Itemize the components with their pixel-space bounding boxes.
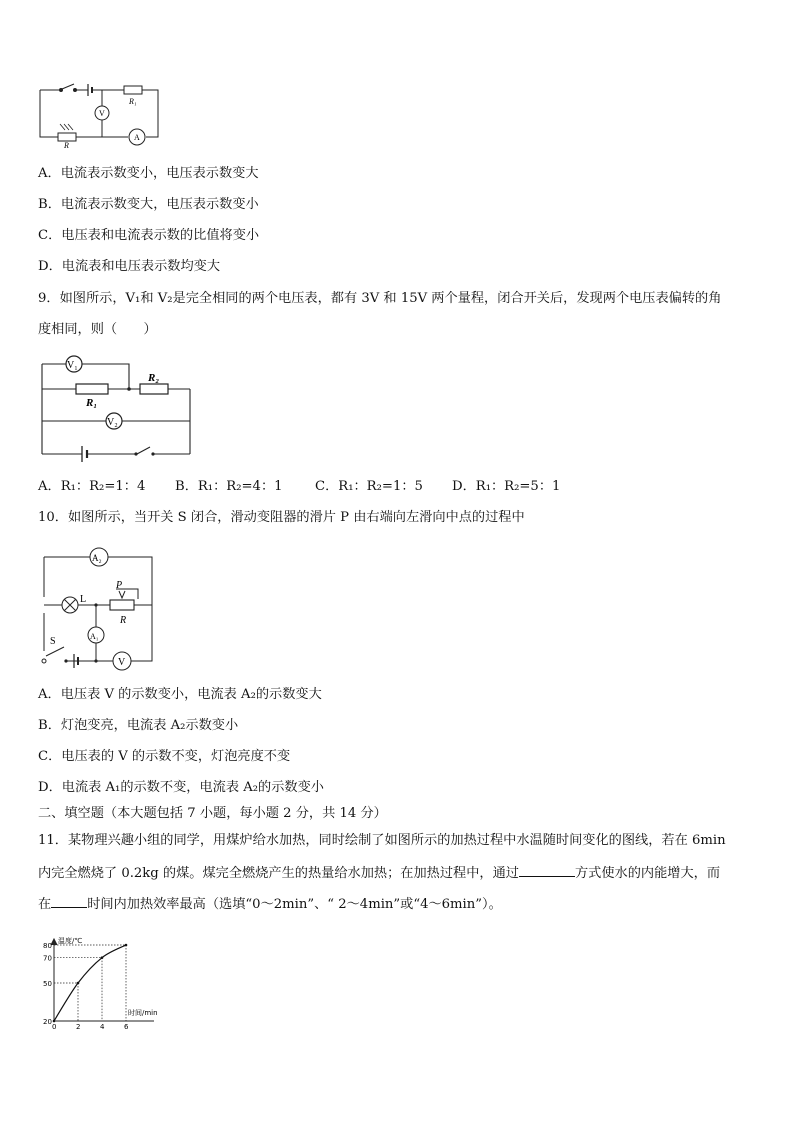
- data-point: [101, 956, 104, 959]
- voltmeter-label: V: [99, 109, 105, 118]
- y-tick-label: 20: [43, 1018, 52, 1026]
- q9-option-a: A．R₁：R₂=1：4: [38, 479, 146, 494]
- y-axis-label: 温度/℃: [58, 937, 83, 945]
- v2-label: V₂: [107, 417, 118, 428]
- p-label: P: [116, 580, 123, 591]
- r-label: R: [120, 615, 127, 626]
- answer-blank-2[interactable]: [51, 894, 87, 908]
- x-tick-label: 2: [76, 1023, 81, 1031]
- q9-stem-line2: 度相同，则（ ）: [38, 322, 157, 337]
- temperature-curve: [54, 945, 126, 1021]
- x-tick-label: 6: [124, 1023, 129, 1031]
- r2-resistor: [140, 384, 168, 394]
- q11-line3-text-a: 在: [38, 897, 52, 912]
- q10-stem: 10．如图所示，当开关 S 闭合，滑动变阻器的滑片 P 由右端向左滑向中点的过程中: [38, 510, 525, 525]
- r2-label: R₂: [148, 372, 160, 384]
- y-tick-label: 50: [43, 980, 52, 988]
- x-tick-label: 4: [100, 1023, 105, 1031]
- v-label: V: [118, 657, 126, 668]
- x-axis-label: 时间/min: [128, 1009, 158, 1017]
- q11-temperature-chart: [36, 933, 166, 1033]
- v1-label: V₁: [67, 360, 78, 371]
- r1-resistor: [76, 384, 108, 394]
- q8-option-a: A．电流表示数变小，电压表示数变大: [38, 166, 259, 181]
- q8-option-c: C．电压表和电流表示数的比值将变小: [38, 228, 260, 243]
- r1-label: R₁: [129, 97, 137, 106]
- s-label: S: [50, 636, 56, 647]
- section-heading: 二、填空题（本大题包括 7 小题，每小题 2 分，共 14 分）: [38, 806, 387, 821]
- q11-line2-text-b: 方式使水的内能增大，而: [574, 866, 721, 881]
- q9-options-row: [38, 478, 560, 496]
- q9-stem-line1: 9．如图所示，V₁和 V₂是完全相同的两个电压表，都有 3V 和 15V 两个量程，闭合开关后，发现两个电压表偏转的角: [38, 291, 722, 306]
- q11-line2: [38, 863, 720, 883]
- q10-circuit-diagram: [38, 543, 158, 673]
- data-point: [125, 944, 128, 947]
- q8-circuit-diagram: [36, 80, 166, 150]
- q9-option-c: C．R₁：R₂=1：5: [315, 479, 423, 494]
- guide-line: [54, 945, 126, 1021]
- x-tick-label: 0: [52, 1023, 57, 1031]
- q11-line3-text-b: 时间内加热效率最高（选填“0～2min”、“ 2～4min”或“4～6min”）。: [87, 897, 502, 912]
- q10-option-c: C．电压表的 V 的示数不变，灯泡亮度不变: [38, 749, 291, 764]
- q9-circuit-diagram: [38, 350, 198, 465]
- q11-line1: 11．某物理兴趣小组的同学，用煤炉给水加热，同时绘制了如图所示的加热过程中水温随时间变化的图线，若在 6min: [38, 833, 726, 848]
- ammeter-label: A: [134, 133, 140, 142]
- data-point: [77, 982, 80, 985]
- r-label: R: [64, 141, 69, 150]
- y-tick-label: 80: [43, 942, 52, 950]
- rheostat-r: [110, 600, 134, 610]
- data-point: [53, 1020, 56, 1023]
- q10-option-d: D．电流表 A₁的示数不变，电流表 A₂的示数变小: [38, 780, 324, 795]
- a1-label: A₁: [90, 632, 99, 641]
- r1-label: R₁: [86, 397, 98, 409]
- q11-line2-text-a: 内完全燃烧了 0.2kg 的煤。煤完全燃烧产生的热量给水加热；在加热过程中，通过: [38, 866, 519, 881]
- lamp-symbol: [62, 597, 78, 613]
- a2-label: A₂: [92, 553, 102, 563]
- l-label: L: [80, 594, 87, 605]
- q9-option-b: B．R₁：R₂=4：1: [175, 479, 283, 494]
- q10-option-b: B．灯泡变亮，电流表 A₂示数变小: [38, 718, 239, 733]
- answer-blank-1[interactable]: [519, 863, 575, 877]
- q8-option-d: D．电流表和电压表示数均变大: [38, 259, 221, 274]
- q9-option-d: D．R₁：R₂=5：1: [452, 479, 561, 494]
- q8-option-b: B．电流表示数变大，电压表示数变小: [38, 197, 259, 212]
- q11-line3: [38, 894, 502, 914]
- y-tick-label: 70: [43, 954, 52, 963]
- q10-option-a: A．电压表 V 的示数变小，电流表 A₂的示数变大: [38, 687, 322, 702]
